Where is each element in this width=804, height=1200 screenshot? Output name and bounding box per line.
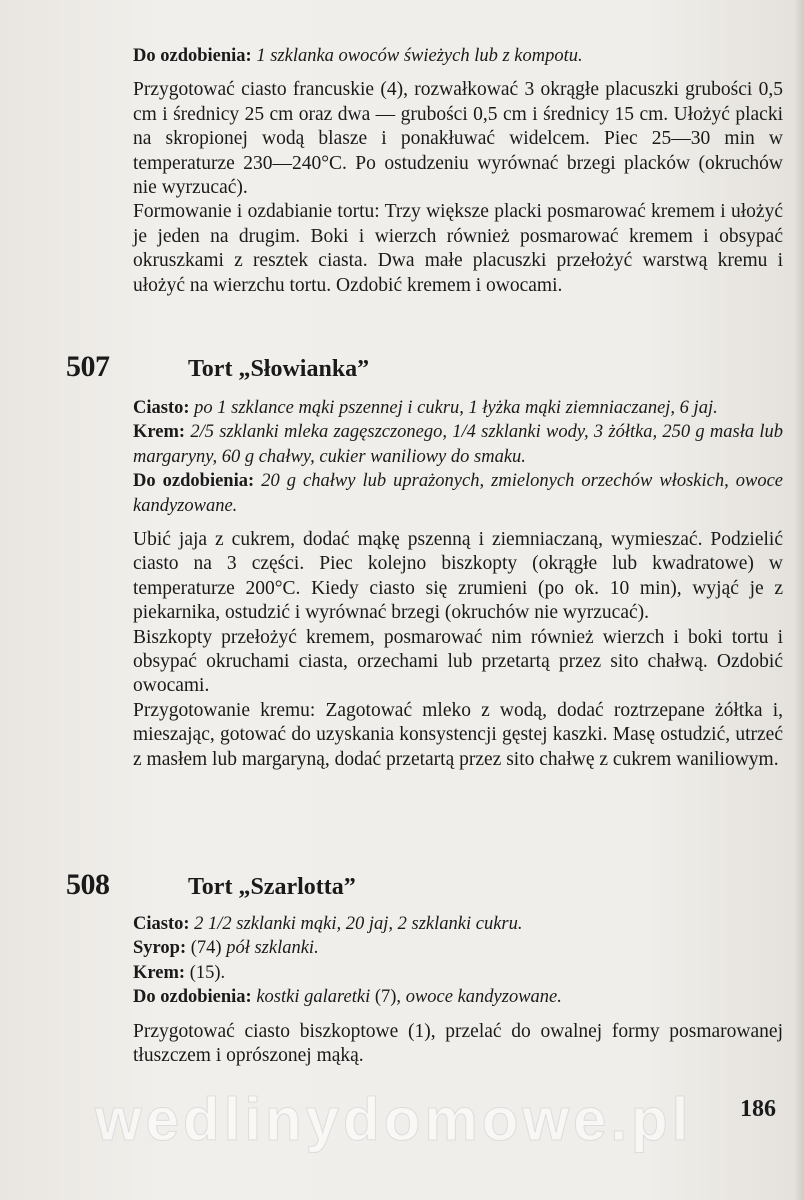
cream-text: 2/5 szklanki mleka zagęszczonego, 1/4 szklanki wody, 3 żółtka, 250 g masła lub margaryny, 60 g chałwy, cukier waniliowy do smaku. [133, 422, 783, 467]
cream-ref: (15). [189, 962, 226, 983]
recipe-508 [133, 912, 783, 1068]
method-paragraph: Przygotowanie kremu: Zagotować mleko z wodą, dodać roztrzepane żółtka i, mieszając, gotować do uzyskania konsystencji gęstej kaszki. Masę ostudzić, utrzeć z masłem lub margaryną, dodać przetartą przez sito chałwę z cukrem waniliowym. [133, 699, 783, 770]
ingredients-cream [133, 961, 783, 985]
cream-label: Krem: [133, 422, 186, 443]
decoration-ref: (7), [374, 987, 402, 1008]
recipe-title: Tort „Szarlotta” [188, 874, 356, 900]
method-paragraph: Formowanie i ozdabianie tortu: Trzy większe placki posmarować kremem i ułożyć je jeden na drugim. Boki i wierzch również posmarować kremem i obsypać okruszkami z resztek ciasta. Dwa małe placuszki przełożyć warstwą kremu i ułożyć na wierzchu tortu. Ozdobić kremem i owocami. [133, 201, 783, 296]
recipe-number: 508 [66, 868, 110, 901]
recipe-507 [133, 396, 783, 772]
decoration-label: Do ozdobienia: [133, 46, 252, 66]
recipe-title: Tort „Słowianka” [188, 356, 370, 382]
ingredients-syrup [133, 936, 783, 960]
ingredients-cream [133, 420, 783, 469]
page-number: 186 [740, 1096, 776, 1122]
ingredients-dough [133, 912, 783, 936]
cream-label: Krem: [133, 962, 186, 983]
method-paragraph: Ubić jaja z cukrem, dodać mąkę pszenną i ziemniaczaną, wymieszać. Podzielić ciasto na 3 części. Piec kolejno biszkopty (okrągłe lub kwadratowe) w temperaturze 200°C. Kiedy ciasto się zrumieni (po ok. 10 min), wyjąć je z piekarnika, ostudzić i wyrównać brzegi (okruchów nie wyrzucać). [133, 529, 783, 624]
decoration-label: Do ozdobienia: [133, 987, 252, 1008]
ingredients-decoration [133, 985, 783, 1009]
dough-label: Ciasto: [133, 398, 190, 418]
ingredients-dough [133, 396, 783, 420]
decoration-text: owoce kandyzowane. [405, 987, 562, 1008]
method-paragraph: Przygotować ciasto francuskie (4), rozwałkować 3 okrągłe placuszki grubości 0,5 cm i średnicy 25 cm oraz dwa — grubości 0,5 cm i średnicy 15 cm. Ułożyć placki na skropionej wodą blasze i ponakłuwać widelcem. Piec 25—30 min w temperaturze 230—240°C. Po ostudzeniu wyrównać brzegi placków (okruchów nie wyrzucać). [133, 79, 783, 199]
dough-label: Ciasto: [133, 914, 190, 934]
watermark: wedlinydomowe.pl [95, 1086, 693, 1153]
decoration-label: Do ozdobienia: [133, 471, 255, 492]
syrup-label: Syrop: [133, 938, 187, 959]
ingredients-decoration [133, 469, 783, 518]
method-paragraph: Biszkopty przełożyć kremem, posmarować nim również wierzch i boki tortu i obsypać okruchami ciasta, orzechami lub przetartą przez sito chałwą. Ozdobić owocami. [133, 626, 783, 697]
recipe-number: 507 [66, 350, 110, 383]
syrup-ref: (74) [190, 938, 222, 959]
decoration-text: kostki galaretki [256, 987, 371, 1008]
decoration-text: 1 szklanka owoców świeżych lub z kompotu. [256, 46, 583, 66]
previous-recipe-continuation [133, 44, 783, 298]
syrup-text: pół szklanki. [226, 938, 319, 959]
dough-text: po 1 szklance mąki pszennej i cukru, 1 łyżka mąki ziemniaczanej, 6 jaj. [194, 398, 718, 418]
decoration-text: 20 g chałwy lub uprażonych, zmielonych orzechów włoskich, owoce kandyzowane. [133, 471, 784, 516]
method-paragraph: Przygotować ciasto biszkoptowe (1), przelać do owalnej formy posmarowanej tłuszczem i oprószonej mąką. [133, 1020, 783, 1067]
page-edge-shadow [794, 0, 804, 1200]
dough-text: 2 1/2 szklanki mąki, 20 jaj, 2 szklanki cukru. [194, 914, 523, 934]
decoration-line [133, 44, 783, 68]
